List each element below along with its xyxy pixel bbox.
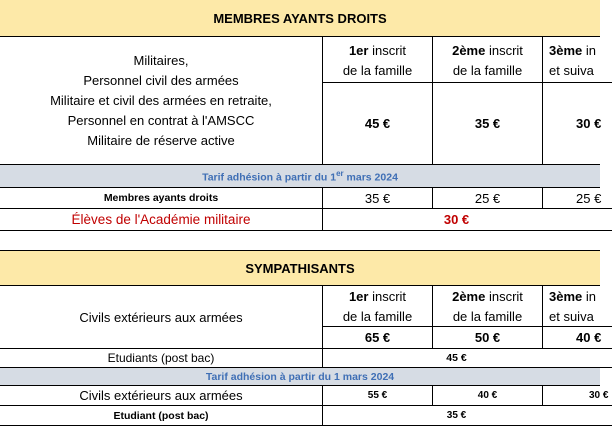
s2-price-3: 40 € [542,327,612,348]
section2-title: SYMPATHISANTS [245,260,355,276]
s2-etudiant-price: 35 € [322,406,612,426]
tarif-text: Tarif adhésion à partir du 1 [202,171,337,184]
s1-membres-price-2: 25 € [432,188,542,209]
s1-eleves-label: Élèves de l'Académie militaire [0,209,322,231]
s2-etudiants-label: Etudiants (post bac) [0,348,322,368]
s1-price-3: 30 € [542,83,612,164]
s1-price-1: 45 € [322,83,432,164]
s1-col-head-3: 3ème in et suiva [542,37,612,83]
s1-col-head-1: 1er inscrit de la famille [322,37,432,83]
s2-tarif-band [0,368,600,386]
s2-price-1: 65 € [322,327,432,348]
s2-category: Civils extérieurs aux armées [79,309,243,325]
s2-col-head-2: 2ème inscrit de la famille [432,286,542,327]
tarif-sup: er [336,168,344,178]
s2-price-2: 50 € [432,327,542,348]
s2-etudiants-price: 45 € [322,348,612,368]
section1-header [0,0,600,37]
s1-tarif-band [0,164,600,188]
category-line: Militaires, [133,52,189,68]
category-line: Personnel civil des armées [83,72,239,88]
category-line: Militaire et civil des armées en retraite, [50,92,272,108]
s2-col-head-1: 1er inscrit de la famille [322,286,432,327]
s1-membres-price-3: 25 € [542,188,612,209]
section1-title: MEMBRES AYANTS DROITS [213,10,387,26]
s2-civils-price-1: 55 € [322,386,432,406]
s2-civils-price-3: 30 € [542,386,612,406]
s1-col-head-2: 2ème inscrit de la famille [432,37,542,83]
s1-eleves-price: 30 € [322,209,612,231]
s2-col-head-3: 3ème in et suiva [542,286,612,327]
category-line: Militaire de réserve active [87,132,235,148]
section2-header [0,250,600,286]
s2-tarif-text: Tarif adhésion à partir du 1 mars 2024 [205,370,395,383]
s1-membres-price-1: 35 € [322,188,432,209]
tarif-suffix: mars 2024 [343,171,398,184]
s2-etudiant-label: Etudiant (post bac) [0,406,322,426]
s2-civils-label: Civils extérieurs aux armées [0,386,322,406]
section1-categories [0,37,322,164]
s1-price-2: 35 € [432,83,542,164]
s2-civils-price-2: 40 € [432,386,542,406]
category-line: Personnel en contrat à l'AMSCC [67,112,255,128]
s1-membres-label: Membres ayants droits [0,188,322,209]
